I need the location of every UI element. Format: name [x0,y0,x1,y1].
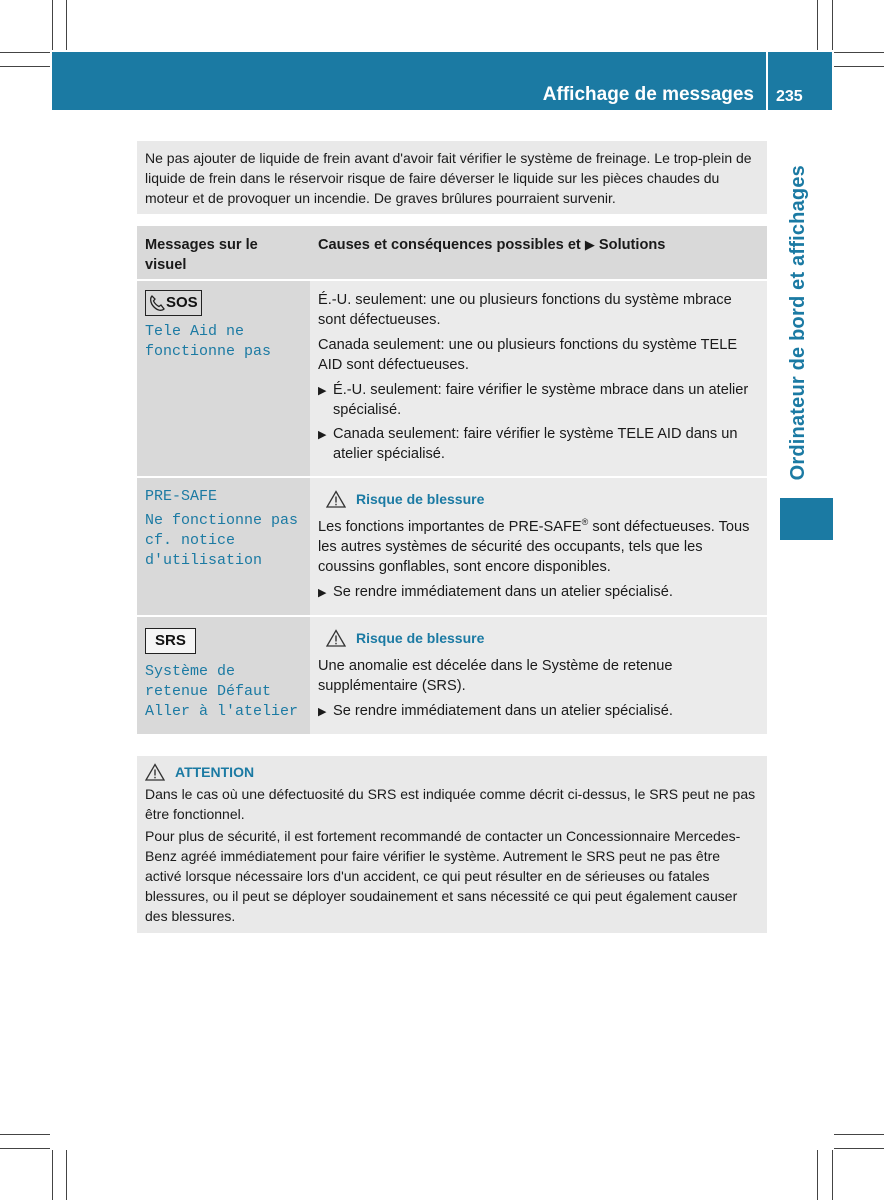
attention-box [137,756,767,933]
chapter-tab [780,155,816,490]
warning-triangle-icon [326,629,346,647]
phone-icon [149,294,165,312]
table-row [137,617,767,734]
page-number: 235 [776,88,803,105]
causes-cell [310,617,767,734]
crop-mark [817,1150,818,1200]
crop-mark [834,1148,884,1149]
column-header-causes [310,226,767,281]
crop-mark [0,52,50,53]
column-header-solutions: Solutions [598,237,666,253]
message-cell [137,478,310,617]
crop-mark [834,66,884,67]
crop-mark [834,52,884,53]
solution-item [318,380,759,420]
crop-mark [52,0,53,50]
crop-mark [66,0,67,50]
attention-text: Pour plus de sécurité, il est fortement recommandé de contacter un Concessionnaire Mercedes-Benz agréé immédiatement pour faire vérifier le système. Autrement le SRS peut ne pas être activé lorsque nécessaire lors d'un accident, ce qui peut résulter en de sérieuses ou fatales blessures, ou il peut se déployer soudainement et sans nécessité ce qui peut également causer des blessures. [145,828,741,924]
warning-heading [326,489,759,509]
warning-triangle-icon [145,763,165,781]
warning-title: Risque de blessure [356,491,485,507]
cause-text [318,517,759,577]
cause-text: Une anomalie est décelée dans le Système de retenue supplémentaire (SRS). [318,658,673,694]
header-divider [766,52,768,110]
cause-text: Canada seulement: une ou plusieurs fonctions du système TELE AID sont défectueuses. [318,337,738,373]
solution-text: Se rendre immédiatement dans un atelier spécialisé. [333,703,673,719]
solution-item [318,424,759,464]
solution-text: Canada seulement: faire vérifier le système TELE AID dans un atelier spécialisé. [333,426,738,462]
arrow-right-icon: ▶ [318,587,327,599]
warning-heading [326,628,759,648]
table-row [137,281,767,478]
page-content [137,141,767,933]
warning-title: Risque de blessure [356,630,485,646]
crop-mark [832,1150,833,1200]
table-header-row [137,226,767,281]
causes-cell [310,478,767,617]
crop-mark [66,1150,67,1200]
arrow-right-icon: ▶ [584,237,595,252]
crop-mark [0,66,50,67]
crop-mark [0,1134,50,1135]
crop-mark [834,1134,884,1135]
cause-text: É.-U. seulement: une ou plusieurs fonctions du système mbrace sont défectueuses. [318,292,732,328]
column-header-causes-text: Causes et conséquences possibles et [318,237,581,253]
intro-note: Ne pas ajouter de liquide de frein avant d'avoir fait vérifier le système de freinage. Le trop-plein de liquide de frein dans le réservoir risque de faire déverser le liquide sur les pièces chaudes du moteur et de provoquer un incendie. De graves brûlures pourraient survenir. [137,141,767,214]
solution-text: É.-U. seulement: faire vérifier le système mbrace dans un atelier spécialisé. [333,382,749,418]
srs-icon: SRS [145,628,196,654]
crop-mark [0,1148,50,1149]
display-message: Tele Aid ne fonctionne pas [145,323,272,360]
message-cell [137,281,310,478]
causes-cell [310,281,767,478]
page-title: Affichage de messages [542,84,754,105]
chapter-tab-label: Ordinateur de bord et affichages [786,164,809,481]
crop-mark [817,0,818,50]
message-cell [137,617,310,734]
attention-heading [145,762,759,782]
solution-text: Se rendre immédiatement dans un atelier spécialisé. [333,584,673,600]
crop-mark [52,1150,53,1200]
messages-table [137,226,767,734]
arrow-right-icon: ▶ [318,706,327,718]
registered-mark: ® [581,517,589,528]
arrow-right-icon: ▶ [318,429,327,441]
solution-item [318,582,759,603]
solution-item [318,701,759,722]
display-message: Ne fonctionne pas cf. notice d'utilisation [145,512,299,569]
arrow-right-icon: ▶ [318,385,327,397]
phone-sos-icon [145,290,202,316]
crop-mark [832,0,833,50]
display-message-title: PRE-SAFE [145,488,218,505]
sos-icon-label: SOS [166,294,198,311]
chapter-tab-marker [780,498,833,540]
cause-text-start: Les fonctions importantes de PRE-SAFE [318,519,582,535]
table-row [137,478,767,617]
cause-text-end: sont défectueuses. Tous les autres systèmes de sécurité des occupants, tels que les coussins gonflables, sont encore disponibles. [318,519,750,575]
attention-text: Dans le cas où une défectuosité du SRS est indiquée comme décrit ci-dessus, le SRS peut ne pas être fonctionnel. [145,786,756,822]
column-header-messages: Messages sur le visuel [137,226,310,281]
display-message: Système de retenue Défaut Aller à l'atelier [145,663,299,720]
attention-title: ATTENTION [175,764,255,780]
warning-triangle-icon [326,490,346,508]
